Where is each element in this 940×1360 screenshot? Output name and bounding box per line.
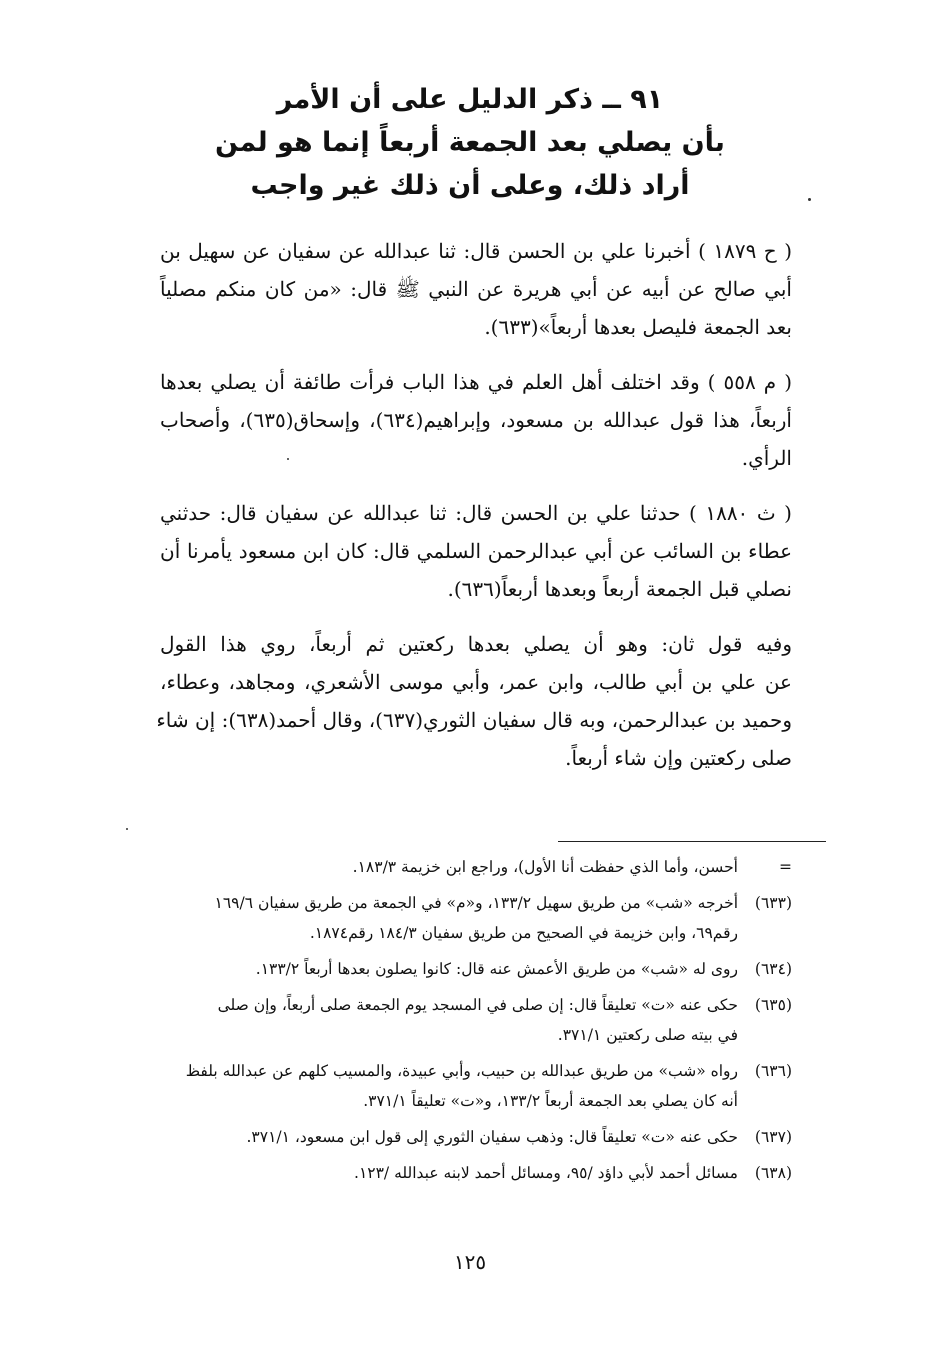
text-line: وحميد بن عبدالرحمن، وبه قال سفيان الثوري(٦٣٧)، وقال أحمد(٦٣٨): إن شاء — [156, 708, 792, 732]
paragraph-second-opinion — [156, 625, 792, 777]
chapter-title-line: بأن يصلي بعد الجمعة أربعاً إنما هو لمن — [215, 127, 725, 158]
text-line: عطاء بن السائب عن أبي عبدالرحمن السلمي قال: كان ابن مسعود يأمرنا أن — [160, 539, 792, 563]
chapter-title-line: ٩١ ــ ذكر الدليل على أن الأمر — [276, 84, 664, 115]
text-line: وفيه قول ثان: وهو أن يصلي بعدها ركعتين ثم أربعاً، روي هذا القول — [160, 632, 792, 656]
footnote-634 — [160, 954, 792, 984]
scan-speck — [126, 828, 128, 830]
chapter-title — [200, 78, 740, 207]
footnote-number: (٦٣٦) — [754, 1062, 792, 1080]
footnote-continuation — [160, 852, 792, 882]
page-number: ١٢٥ — [453, 1250, 487, 1274]
footnote-638 — [160, 1158, 792, 1188]
text-line: بعد الجمعة فليصل بعدها أربعاً»(٦٣٣). — [484, 315, 792, 339]
footnote-text: أنه كان يصلي بعد الجمعة أربعاً ١٣٣/٢، و«ت» تعليقاً ٣٧١/١. — [363, 1092, 738, 1110]
footnote-637 — [160, 1122, 792, 1152]
footnote-text: أخرجه «شب» من طريق سهيل ١٣٣/٢، و«م» في الجمعة من طريق سفيان ١٦٩/٦ — [214, 894, 738, 912]
text-line: صلى ركعتين وإن شاء أربعاً. — [565, 746, 792, 770]
footnotes — [160, 852, 792, 1194]
footnote-text: حكى عنه «ت» تعليقاً قال: إن صلى في المسجد يوم الجمعة صلى أربعاً، وإن صلى — [217, 996, 738, 1014]
text-line: ( ح ١٨٧٩ ) أخبرنا علي بن الحسن قال: ثنا عبدالله عن سفيان عن سهيل بن — [160, 239, 792, 263]
paragraph-athar-1880 — [160, 494, 792, 608]
footnote-text: حكى عنه «ت» تعليقاً قال: وذهب سفيان الثوري إلى قول ابن مسعود، ٣٧١/١. — [246, 1128, 738, 1146]
main-text — [156, 232, 793, 794]
text-line: الرأي. — [741, 446, 792, 470]
footnote-text: رقم٦٩، وابن خزيمة في الصحيح من طريق سفيان ١٨٤/٣ رقم١٨٧٤. — [309, 924, 738, 942]
paragraph-issue-558 — [160, 363, 792, 477]
scan-speck — [287, 458, 289, 460]
footnote-text: مسائل أحمد لأبي داؤد /٩٥، ومسائل أحمد لابنه عبدالله /١٢٣. — [354, 1164, 738, 1182]
footnote-text: رواه «شب» من طريق عبدالله بن حبيب، وأبي عبيدة، والمسيب كلهم عن عبدالله بلفظ — [185, 1062, 738, 1080]
footnote-number: (٦٣٥) — [754, 996, 792, 1014]
footnote-number: = — [779, 858, 792, 876]
footnote-text: روى له «شب» من طريق الأعمش عنه قال: كانوا يصلون بعدها أربعاً ١٣٣/٢. — [255, 960, 738, 978]
text-line: نصلي قبل الجمعة أربعاً وبعدها أربعاً(٦٣٦). — [447, 577, 792, 601]
footnote-number: (٦٣٧) — [754, 1128, 792, 1146]
footnote-text: أحسن، وأما الذي حفظت أنا الأول)، وراجع ابن خزيمة ١٨٣/٣. — [352, 858, 738, 876]
footnote-text: في بيته صلى ركعتين ٣٧١/١. — [557, 1026, 738, 1044]
text-line: ( ث ١٨٨٠ ) حدثنا علي بن الحسن قال: ثنا عبدالله عن سفيان قال: حدثني — [160, 501, 792, 525]
text-line: أبي صالح عن أبيه عن أبي هريرة عن النبي ﷺ قال: «من كان منكم مصلياً — [160, 277, 792, 301]
footnote-separator — [558, 841, 826, 842]
chapter-title-line: أراد ذلك، وعلى أن ذلك غير واجب — [250, 170, 690, 201]
footnote-number: (٦٣٤) — [754, 960, 792, 978]
paragraph-hadith-1879 — [160, 232, 792, 346]
footnote-number: (٦٣٨) — [754, 1164, 792, 1182]
footnote-number: (٦٣٣) — [754, 894, 792, 912]
footnote-635 — [160, 990, 792, 1050]
text-line: عن علي بن أبي طالب، وابن عمر، وأبي موسى الأشعري، ومجاهد، وعطاء، — [160, 670, 792, 694]
scan-speck — [808, 198, 811, 201]
footnote-633 — [160, 888, 792, 948]
text-line: أربعاً، هذا قول عبدالله بن مسعود، وإبراهيم(٦٣٤)، وإسحاق(٦٣٥)، وأصحاب — [160, 408, 792, 432]
footnote-636 — [160, 1056, 792, 1116]
text-line: ( م ٥٥٨ ) وقد اختلف أهل العلم في هذا الباب فرأت طائفة أن يصلي بعدها — [160, 370, 793, 394]
